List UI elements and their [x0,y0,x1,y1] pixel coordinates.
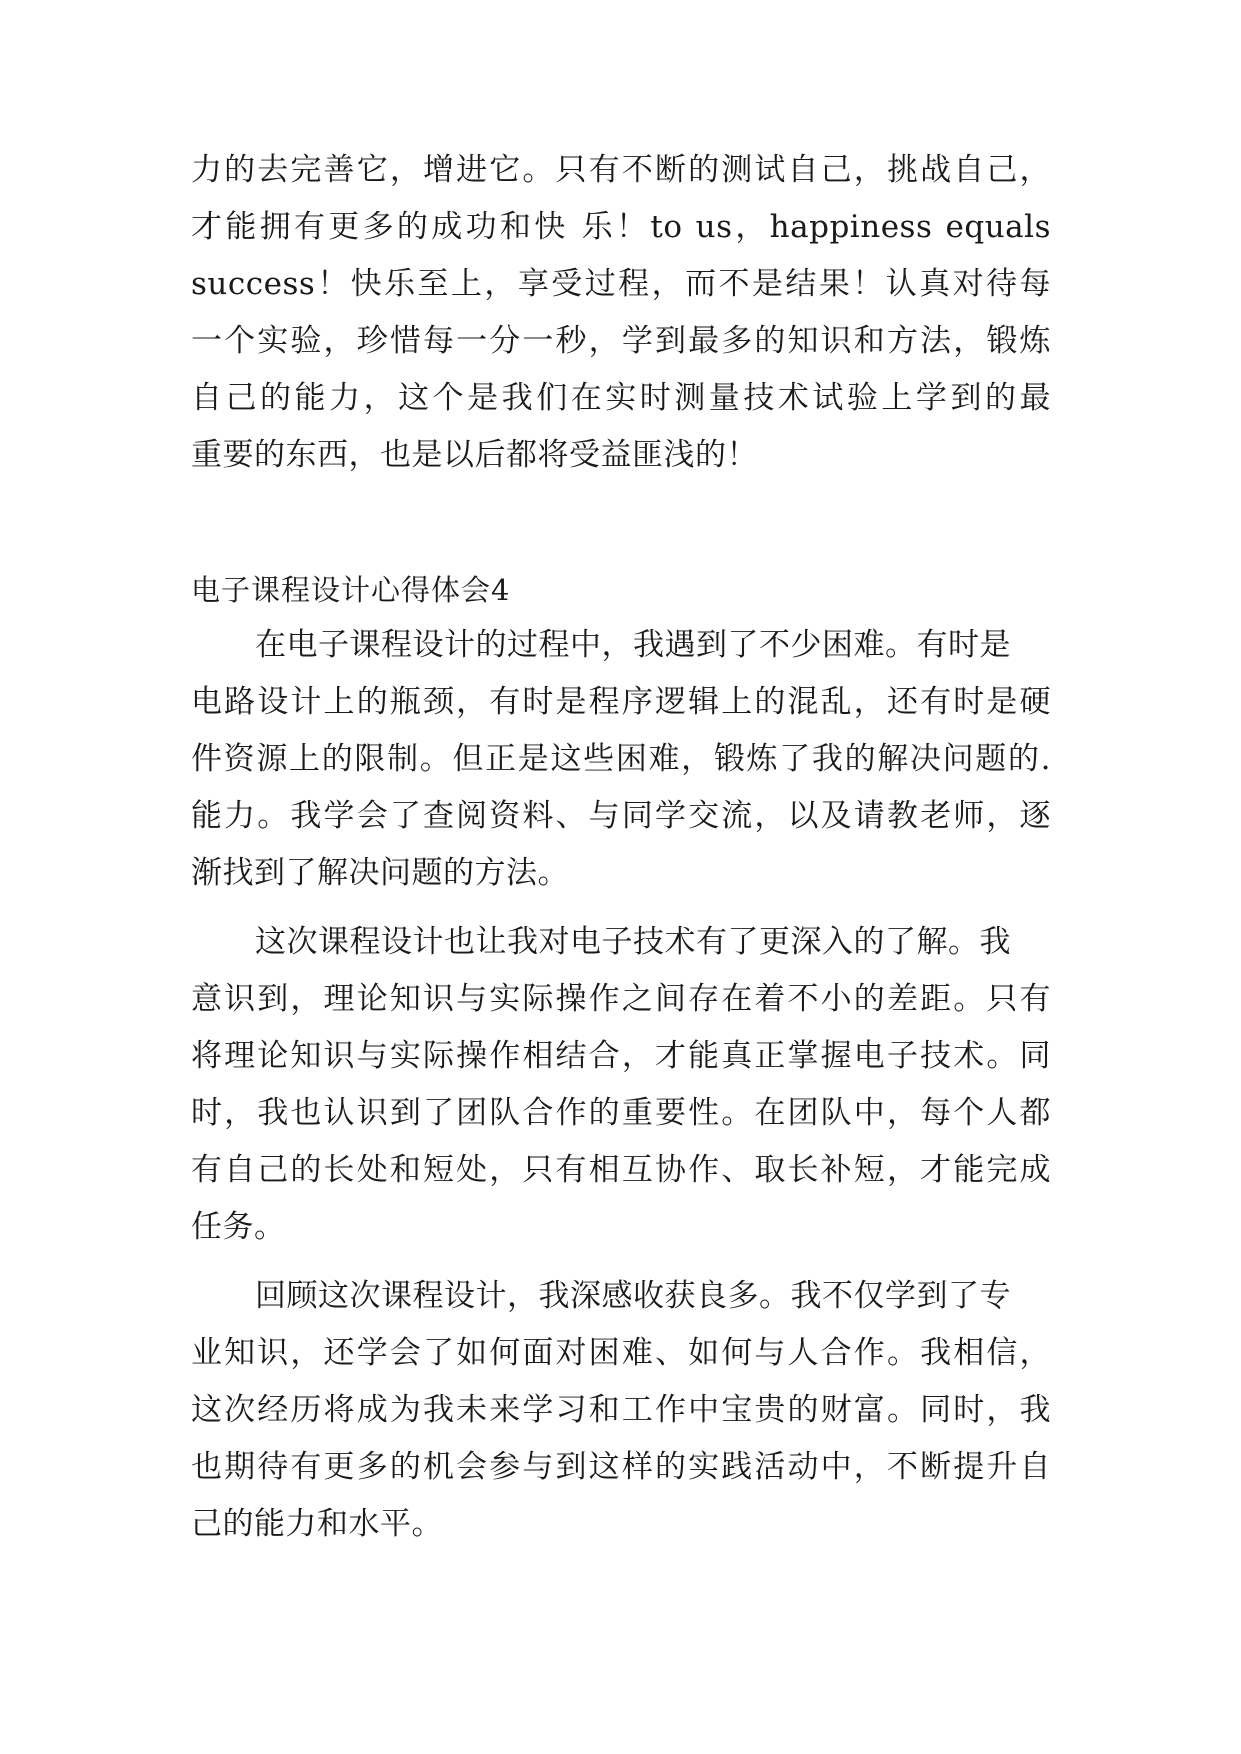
text-line: 回顾这次课程设计，我深感收获良多。我不仅学到了专 [255,1278,1011,1314]
text-line: 也期待有更多的机会参与到这样的实践活动中，不断提升自 [191,1449,1051,1485]
text-line: 才能拥有更多的成功和快 乐！to us，happiness equals [191,209,1051,245]
section-title: 电子课程设计心得体会4 [191,573,511,607]
text-line: 这次经历将成为我未来学习和工作中宝贵的财富。同时，我 [191,1392,1051,1428]
text-line: 电路设计上的瓶颈，有时是程序逻辑上的混乱，还有时是硬 [191,684,1051,720]
text-line: 己的能力和水平。 [191,1506,443,1542]
text-line: 件资源上的限制。但正是这些困难，锻炼了我的解决问题的. [191,741,1051,777]
text-line: 自己的能力，这个是我们在实时测量技术试验上学到的最 [191,380,1051,416]
text-line: 重要的东西，也是以后都将受益匪浅的！ [191,437,758,473]
text-line: 有自己的长处和短处，只有相互协作、取长补短，才能完成 [191,1152,1051,1188]
text-line: 在电子课程设计的过程中，我遇到了不少困难。有时是 [255,627,1011,663]
text-line: 业知识，还学会了如何面对困难、如何与人合作。我相信， [191,1335,1051,1371]
text-line: 时，我也认识到了团队合作的重要性。在团队中，每个人都 [191,1095,1051,1131]
text-line: 一个实验，珍惜每一分一秒，学到最多的知识和方法，锻炼 [191,323,1051,359]
text-line: 将理论知识与实际操作相结合，才能真正掌握电子技术。同 [191,1038,1051,1074]
text-line: 力的去完善它，增进它。只有不断的测试自己，挑战自己， [191,152,1051,188]
text-line: 意识到，理论知识与实际操作之间存在着不小的差距。只有 [191,981,1051,1017]
text-line: 渐找到了解决问题的方法。 [191,855,569,891]
text-line: success！快乐至上，享受过程，而不是结果！认真对待每 [191,266,1051,302]
text-line: 能力。我学会了查阅资料、与同学交流，以及请教老师，逐 [191,798,1051,834]
text-line: 任务。 [191,1209,286,1245]
text-line: 这次课程设计也让我对电子技术有了更深入的了解。我 [255,924,1011,960]
